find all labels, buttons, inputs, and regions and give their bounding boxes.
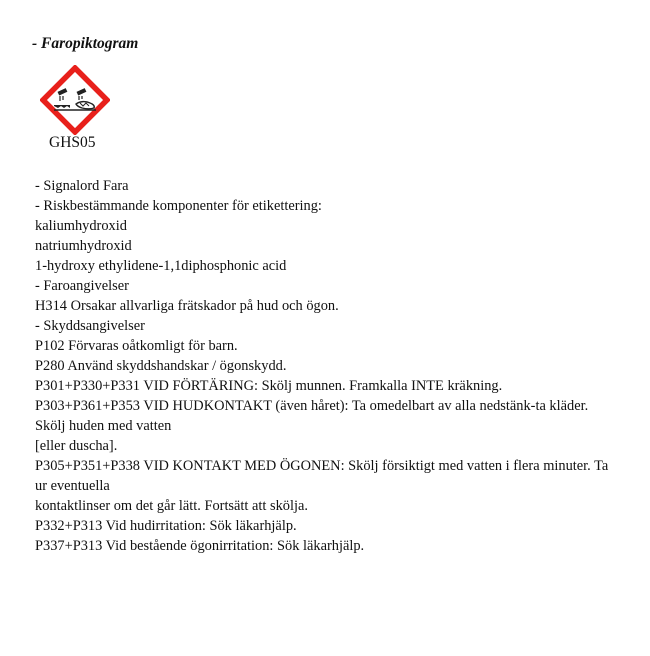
precautionary-statement: P305+P351+P338 VID KONTAKT MED ÖGONEN: Skölj försiktigt med vatten i flera minuter. Ta ur eventuella [35, 458, 609, 494]
pictogram-code: GHS05 [49, 134, 96, 151]
precautionary-statements-heading: - Skyddsangivelser [35, 318, 145, 334]
component-item: kaliumhydroxid [35, 218, 127, 234]
precautionary-statement-continued: kontaktlinser om det går lätt. Fortsätt att skölja. [35, 498, 308, 514]
ghs05-corrosion-icon [40, 65, 110, 135]
components-heading: - Riskbestämmande komponenter för etikettering: [35, 198, 322, 214]
precautionary-statement-continued: [eller duscha]. [35, 438, 118, 454]
hazard-statement: H314 Orsakar allvarliga frätskador på hud och ögon. [35, 298, 339, 314]
precautionary-statement: P280 Använd skyddshandskar / ögonskydd. [35, 358, 287, 374]
precautionary-statement: P301+P330+P331 VID FÖRTÄRING: Skölj munnen. Framkalla INTE kräkning. [35, 378, 503, 394]
section-heading: - Faropiktogram [32, 35, 139, 52]
hazard-statements-heading: - Faroangivelser [35, 278, 129, 294]
component-item: 1-hydroxy ethylidene-1,1diphosphonic acid [35, 258, 287, 274]
precautionary-statement: P337+P313 Vid bestående ögonirritation: Sök läkarhjälp. [35, 538, 365, 554]
signal-word-line: - Signalord Fara [35, 178, 129, 194]
precautionary-statement: P303+P361+P353 VID HUDKONTAKT (även håret): Ta omedelbart av alla nedstänk-ta kläder. Skölj huden med vatten [35, 398, 589, 434]
precautionary-statement: P102 Förvaras oåtkomligt för barn. [35, 338, 238, 354]
component-item: natriumhydroxid [35, 238, 132, 254]
hazard-text-block [35, 176, 620, 556]
precautionary-statement: P332+P313 Vid hudirritation: Sök läkarhjälp. [35, 518, 297, 534]
